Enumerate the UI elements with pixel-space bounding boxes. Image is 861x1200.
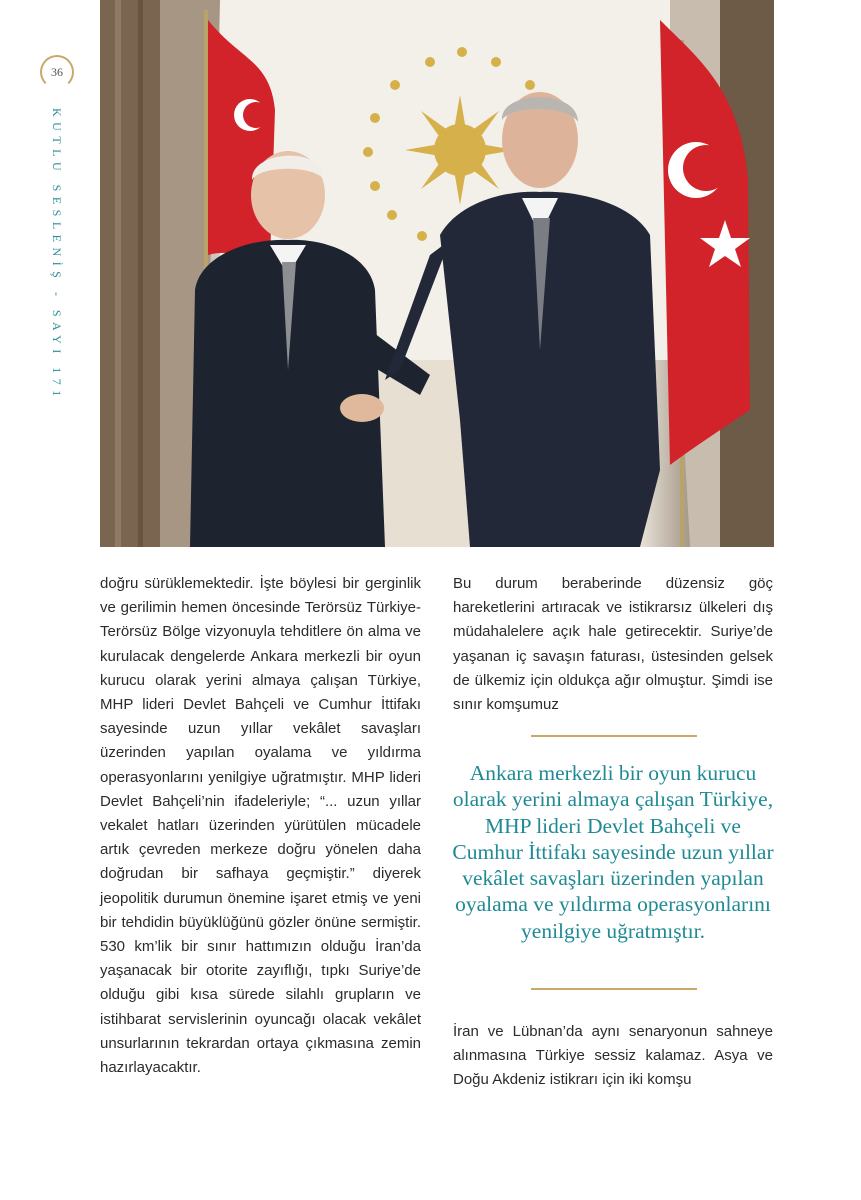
quote-rule-top	[531, 735, 697, 737]
photo-handshake-icon	[100, 0, 774, 547]
pull-quote: Ankara merkezli bir oyun kurucu olarak yerini almaya çalışan Türkiye, MHP lideri Devlet Bahçeli ve Cumhur İttifakı sayesinde uzun yıllar vekâlet savaşları üzerinden yapılan oyalama ve yıldırma operasyonlarını yenilgiye uğratmıştır.	[452, 761, 774, 943]
article-photo	[100, 0, 774, 547]
article-right-column-bottom: İran ve Lübnan’da aynı senaryonun sahneye alınmasına Türkiye sessiz kalamaz. Asya ve Doğu Akdeniz istikrarı için iki komşu	[453, 1023, 773, 1089]
article-right-column-top: Bu durum beraberinde düzensiz göç hareketlerini artıracak ve istikrarsız ülkeleri dış müdahalelere açık hale getirecektir. Suriye’de yaşanan iç savaşın faturası, üstesinden gelsek de ülkemiz için oldukça ağır olmuştur. Şimdi ise sınır komşumuz	[453, 575, 773, 714]
running-title: KUTLU SESLENİŞ - SAYI 171	[50, 108, 64, 402]
quote-rule-bottom	[531, 988, 697, 990]
page-number: 36	[40, 55, 74, 89]
article-left-column: doğru sürüklemektedir. İşte böylesi bir gerginlik ve gerilimin hemen öncesinde Terörsüz Türkiye-Terörsüz Bölge vizyonuyla tehditlere ön alma ve kurulacak dengelerde Ankara merkezli bir oyun kurucu olarak yerini almaya çalışan Türkiye, MHP lideri Devlet Bahçeli ve Cumhur İttifakı sayesinde uzun yıllar vekâlet savaşları üzerinden yapılan oyalama ve yıldırma operasyonlarını yenilgiye uğratmıştır. MHP lideri Devlet Bahçeli’nin ifadeleriyle; “... uzun yıllar vekalet hatları üzerinden yürütülen mücadele artık çevreden merkeze doğru yönelen daha doğrudan bir safhaya geçmiştir.” diyerek jeopolitik durumun önemine işaret etmiş ve yeni bir tehdidin büyüklüğünü gözler önüne sermiştir. 530 km’lik bir sınır hattımızın olduğu İran’da yaşanacak bir otorite zayıflığı, tıpkı Suriye’de olduğu gibi kısa sürede silahlı grupların ve istihbarat servislerinin oyuncağı olacak vekâlet unsurlarının tekrardan ortaya çıkmasına zemin hazırlayacaktır.	[100, 575, 421, 1077]
